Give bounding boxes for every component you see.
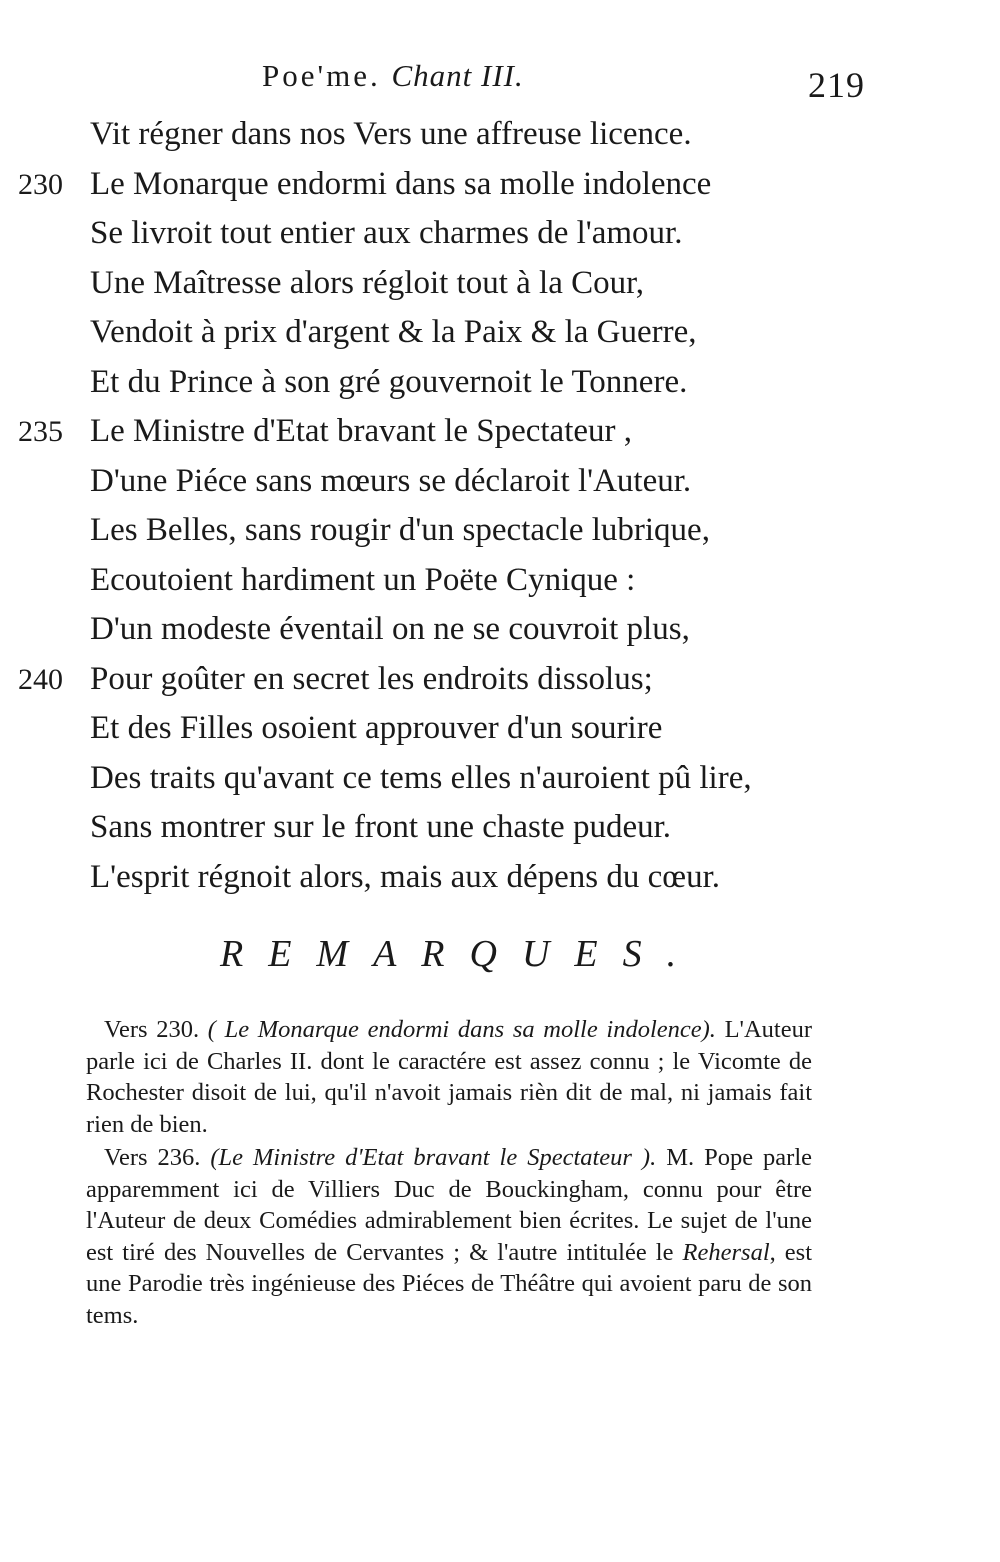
running-head-chant: Chant III. — [391, 58, 524, 93]
verse-block — [18, 110, 880, 902]
verse-line — [18, 160, 880, 210]
verse-text: Vit régner dans nos Vers une affreuse licence. — [90, 116, 692, 152]
note-work-title: Rehersal — [682, 1238, 770, 1266]
verse-text: Vendoit à prix d'argent & la Paix & la Guerre, — [90, 314, 697, 350]
running-head — [262, 58, 524, 94]
verse-line — [90, 605, 880, 655]
verse-line — [90, 704, 880, 754]
verse-line — [90, 803, 880, 853]
note-verse-230 — [86, 1014, 812, 1140]
verse-text: Une Maîtresse alors régloit tout à la Cour, — [90, 264, 645, 301]
verse-text: L'esprit régnoit alors, mais aux dépens du cœur. — [90, 858, 721, 895]
verse-text: D'un modeste éventail on ne se couvroit plus, — [90, 611, 690, 647]
verse-line — [90, 110, 880, 160]
page-number: 219 — [808, 65, 865, 105]
verse-text: Pour goûter en secret les endroits dissolus; — [90, 660, 653, 697]
remarques-heading: REMARQUES. — [220, 933, 702, 975]
note-ref: Vers 236. — [104, 1144, 201, 1171]
verse-text: Le Ministre d'Etat bravant le Spectateur , — [90, 413, 633, 449]
verse-line — [90, 853, 880, 903]
verse-text: Se livroit tout entier aux charmes de l'amour. — [90, 215, 683, 251]
verse-line — [90, 754, 880, 804]
note-verse-236 — [86, 1142, 812, 1331]
verse-line — [90, 209, 880, 259]
verse-line — [90, 556, 880, 606]
verse-line — [18, 655, 880, 705]
note-quote: (Le Ministre d'Etat bravant le Spectateur ). — [210, 1144, 657, 1171]
note-ref: Vers 230. — [104, 1016, 200, 1043]
verse-line — [90, 358, 880, 408]
verse-line — [18, 407, 880, 457]
note-text: M. Pope parle apparemment ici de Villiers Duc de Bouckingham, connu pour être l'Auteur de deux Comédies admirablement bien écrites. Le sujet de l'une est tiré des Nouvelles de Cervantes ; & l'autre intitulée le — [86, 1144, 812, 1266]
line-number: 235 — [18, 415, 63, 448]
verse-line — [90, 259, 880, 309]
note-text-continued: , est une Parodie très ingénieuse des Piéces de Théâtre qui avoient paru de son tems. — [86, 1238, 813, 1329]
note-quote: ( Le Monarque endormi dans sa molle indolence). — [207, 1016, 716, 1043]
verse-text: D'une Piéce sans mœurs se déclaroit l'Auteur. — [90, 462, 692, 499]
note-text: L'Auteur parle ici de Charles II. dont le caractére est assez connu ; le Vicomte de Rochester disoit de lui, qu'il n'avoit jamais rièn dit de mal, ni jamais fait rien de bien. — [86, 1016, 813, 1138]
verse-text: Ecoutoient hardiment un Poëte Cynique : — [90, 561, 636, 598]
line-number: 230 — [18, 167, 63, 201]
verse-text: Le Monarque endormi dans sa molle indolence — [90, 165, 712, 202]
verse-text: Et des Filles osoient approuver d'un sourire — [90, 710, 663, 746]
verse-line — [90, 506, 880, 556]
verse-text: Les Belles, sans rougir d'un spectacle lubrique, — [90, 512, 710, 548]
verse-text: Sans montrer sur le front une chaste pudeur. — [90, 809, 672, 845]
running-head-title: Poe'me. — [262, 58, 381, 93]
verse-text: Et du Prince à son gré gouvernoit le Tonnere. — [90, 363, 688, 400]
verse-line — [90, 308, 880, 358]
line-number: 240 — [18, 662, 63, 696]
remarques-notes — [86, 1014, 812, 1331]
verse-text: Des traits qu'avant ce tems elles n'auroient pû lire, — [90, 759, 752, 796]
verse-line — [90, 457, 880, 507]
